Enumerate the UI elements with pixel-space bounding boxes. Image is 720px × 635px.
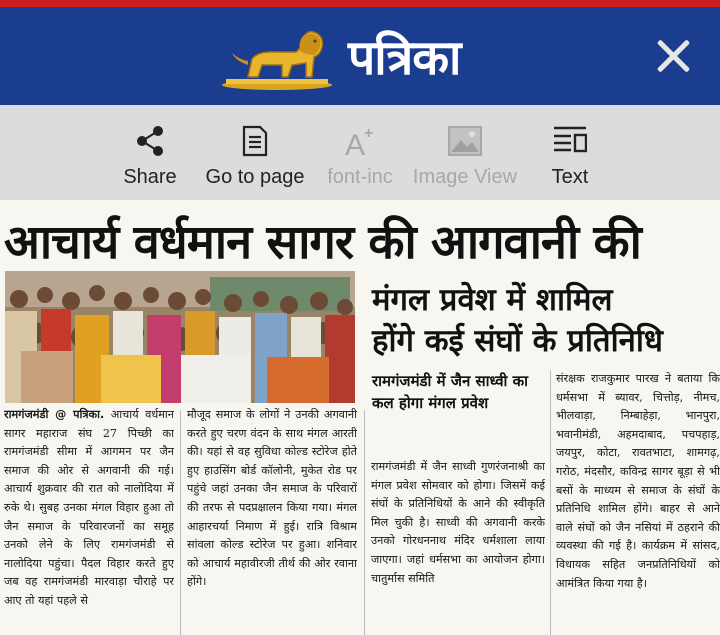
- image-view-label: Image View: [412, 166, 518, 188]
- newspaper-clipping[interactable]: [0, 200, 720, 635]
- brand-name: पत्रिका: [348, 30, 461, 86]
- svg-text:+: +: [364, 125, 374, 142]
- article-column-1: [4, 406, 174, 632]
- close-icon[interactable]: [654, 37, 692, 75]
- font-increase-icon: [343, 124, 377, 158]
- article-column-1-text: आचार्य वर्धमान सागर महाराज संघ 27 पिच्छी का रामगंजमंडी सीमा में आगमन पर जैन समाज की ओर से अगवानी की गई। आचार्य शुक्रवार की रात को नालोदिया में रुके थे। सुबह उनका मंगल विहार हुआ तो जैन समाज के परिवारजनों का समूह उनको लेने के लिए रामगंजमंडी से नालोदिया पहुंचा। पैदल विहार करते हुए जब वह रामगंजमंडी मारवाड़ा चौराहे पर आए तो यहां पहले से: [4, 408, 174, 607]
- article-headline: आचार्य वर्धमान सागर की आगवानी की: [4, 215, 641, 270]
- image-icon: [448, 126, 482, 156]
- subheadline-line-1: मंगल प्रवेश में शामिल: [372, 282, 613, 318]
- article-column-4: [556, 370, 720, 632]
- share-label: Share: [123, 166, 177, 188]
- article-column-2: [187, 406, 357, 632]
- article-dateline: रामगंजमंडी @ पत्रिका.: [4, 408, 105, 421]
- reader-toolbar: [0, 105, 720, 200]
- column-divider: [364, 410, 365, 635]
- text-view-icon: [553, 125, 587, 157]
- go-to-page-label: Go to page: [205, 166, 305, 188]
- article-column-2-text: मौजूद समाज के लोगों ने उनकी अगवानी करते हुए चरण वंदन के साथ मंगल आरती की। यहां से वह सुविधा कोल्ड स्टोरेज होते हुए हाउसिंग बोर्ड कॉलोनी, मुकेत रोड पर पहुंचे जहां उनका जैन समाज के परिवारों की तरफ से पदप्रक्षालन किया गया। मंगल आहारचर्या निमाण में हुई। रात्रि विश्राम सांवला कोल्ड स्टोरेज पर हुआ। शनिवार को आचार्य महावीरजी तीर्थ की ओर रवाना होंगे।: [187, 408, 357, 589]
- text-view-button[interactable]: [540, 123, 600, 189]
- text-view-label: Text: [551, 166, 589, 188]
- crowd-photo: [5, 271, 355, 403]
- column-divider: [180, 410, 181, 635]
- share-icon: [135, 125, 165, 157]
- crowd-photo-image: [5, 271, 355, 403]
- top-accent-stripe: [0, 0, 720, 7]
- app-header: [0, 7, 720, 105]
- column-divider: [550, 370, 551, 635]
- font-increase-button[interactable]: [322, 123, 398, 189]
- brand-logo: [218, 25, 461, 91]
- secondary-headline: रामगंजमंडी में जैन साध्वी का कल होगा मंगल प्रवेश: [372, 372, 529, 412]
- page-icon: [241, 125, 269, 157]
- share-button[interactable]: [118, 123, 182, 189]
- article-column-3: [371, 458, 545, 632]
- subheadline: [372, 280, 663, 362]
- svg-text:A: A: [345, 129, 366, 158]
- article-column-4-text: संरक्षक राजकुमार पारख ने बताया कि धर्मसभा में ब्यावर, चित्तोड़, नीमच, भीलवाड़ा, निम्बाहेड़ा, भानपुरा, भवानीमंडी, अहमदाबाद, पचपहाड़, जयपुर, कोटा, रावतभाटा, शामगढ़, गरोठ, मंदसौर, कविन्द्र सागर बूड़ा से भी बसों के माध्यम से समाज के संघों के प्रतिनिधि शामिल होंगे। बाहर से आने वाले संघों को जैन नसियां में ठहराने की व्यवस्था की गई है। कार्यक्रम में सांसद, विधायक सहित जनप्रतिनिधियों को आमंत्रित किया गया है।: [556, 372, 720, 590]
- lion-logo-icon: [218, 25, 336, 91]
- go-to-page-button[interactable]: [202, 123, 308, 189]
- subheadline-line-2: होंगे कई संघों के प्रतिनिधि: [372, 323, 663, 359]
- image-view-button[interactable]: [410, 123, 520, 189]
- font-increase-label: font-inc: [327, 166, 393, 188]
- article-column-3-text: रामगंजमंडी में जैन साध्वी गुणरंजनाश्री का मंगल प्रवेश सोमवार को होगा। जिसमें कई संघों के प्रतिनिधियों के आने की स्वीकृति मिल चुकी है। साध्वी की अगवानी करके उनको गोरधननाथ मंदिर धर्मशाला लाया जाएगा। जहां धर्मसभा का आयोजन होगा। चातुर्मास समिति: [371, 460, 545, 585]
